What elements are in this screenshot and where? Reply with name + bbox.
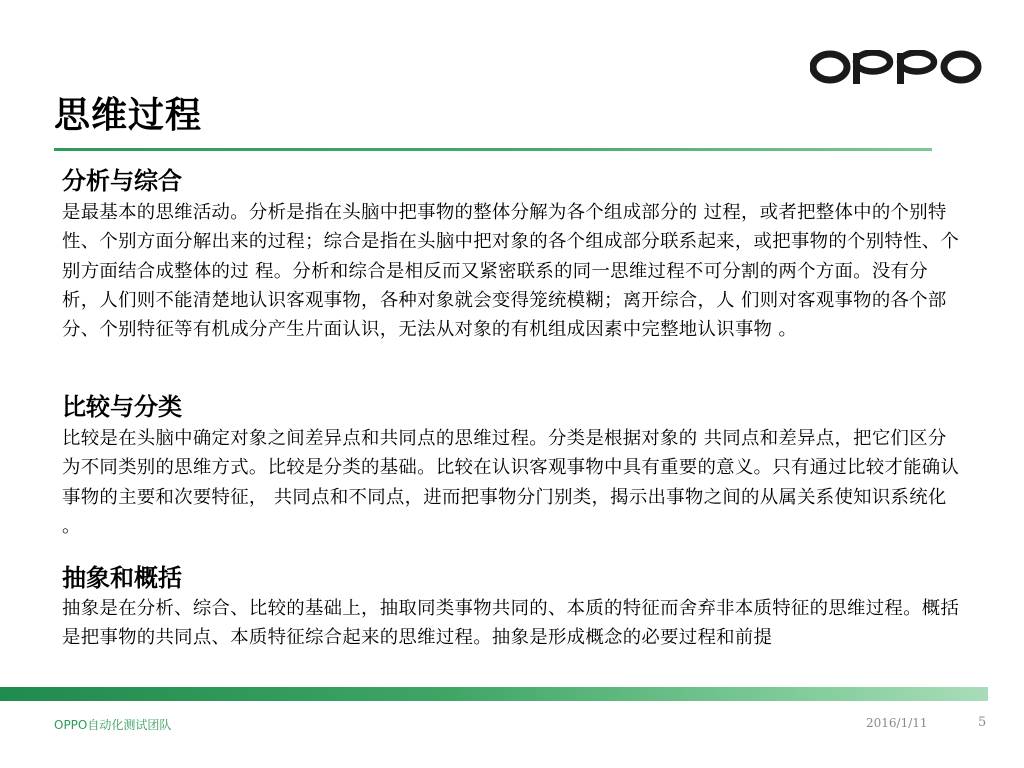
footer-band xyxy=(0,687,988,701)
footer-date: 2016/1/11 xyxy=(866,716,928,730)
footer-team-label: OPPO自动化测试团队 xyxy=(54,718,172,732)
section-heading-analysis-synthesis: 分析与综合 xyxy=(62,167,182,195)
page-number: 5 xyxy=(978,715,987,730)
section-heading-abstraction-generalization: 抽象和概括 xyxy=(62,564,182,592)
slide-title: 思维过程 xyxy=(54,95,203,136)
title-divider xyxy=(54,148,932,151)
section-body-analysis-synthesis: 是最基本的思维活动。分析是指在头脑中把事物的整体分解为各个组成部分的 过程，或者把整体中的个别特性、个别方面分解出来的过程；综合是指在头脑中把对象的各个组成部分联系起来，或把事物的个别特性、个别方面结合成整体的过 程。分析和综合是相反而又紧密联系的同一思维过程不可分割的两个方面。没有分析，人们则不能清楚地认识客观事物，各种对象就会变得笼统模糊；离开综合，人 们则对客观事物的各个部分、个别特征等有机成分产生片面认识，无法从对象的有机组成因素中完整地认识事物 。 xyxy=(62,202,960,341)
section-heading-comparison-classification: 比较与分类 xyxy=(62,393,182,421)
oppo-logo-icon xyxy=(810,50,982,84)
section-body-comparison-classification: 比较是在头脑中确定对象之间差异点和共同点的思维过程。分类是根据对象的 共同点和差异点，把它们区分为不同类别的思维方式。比较是分类的基础。比较在认识客观事物中具有重要的意义。只有通过比较才能确认事物的主要和次要特征， 共同点和不同点，进而把事物分门别类，揭示出事物之间的从属关系使知识系统化 。 xyxy=(62,428,960,537)
section-body-abstraction-generalization: 抽象是在分析、综合、比较的基础上，抽取同类事物共同的、本质的特征而舍弃非本质特征的思维过程。概括是把事物的共同点、本质特征综合起来的思维过程。抽象是形成概念的必要过程和前提 xyxy=(62,598,960,649)
